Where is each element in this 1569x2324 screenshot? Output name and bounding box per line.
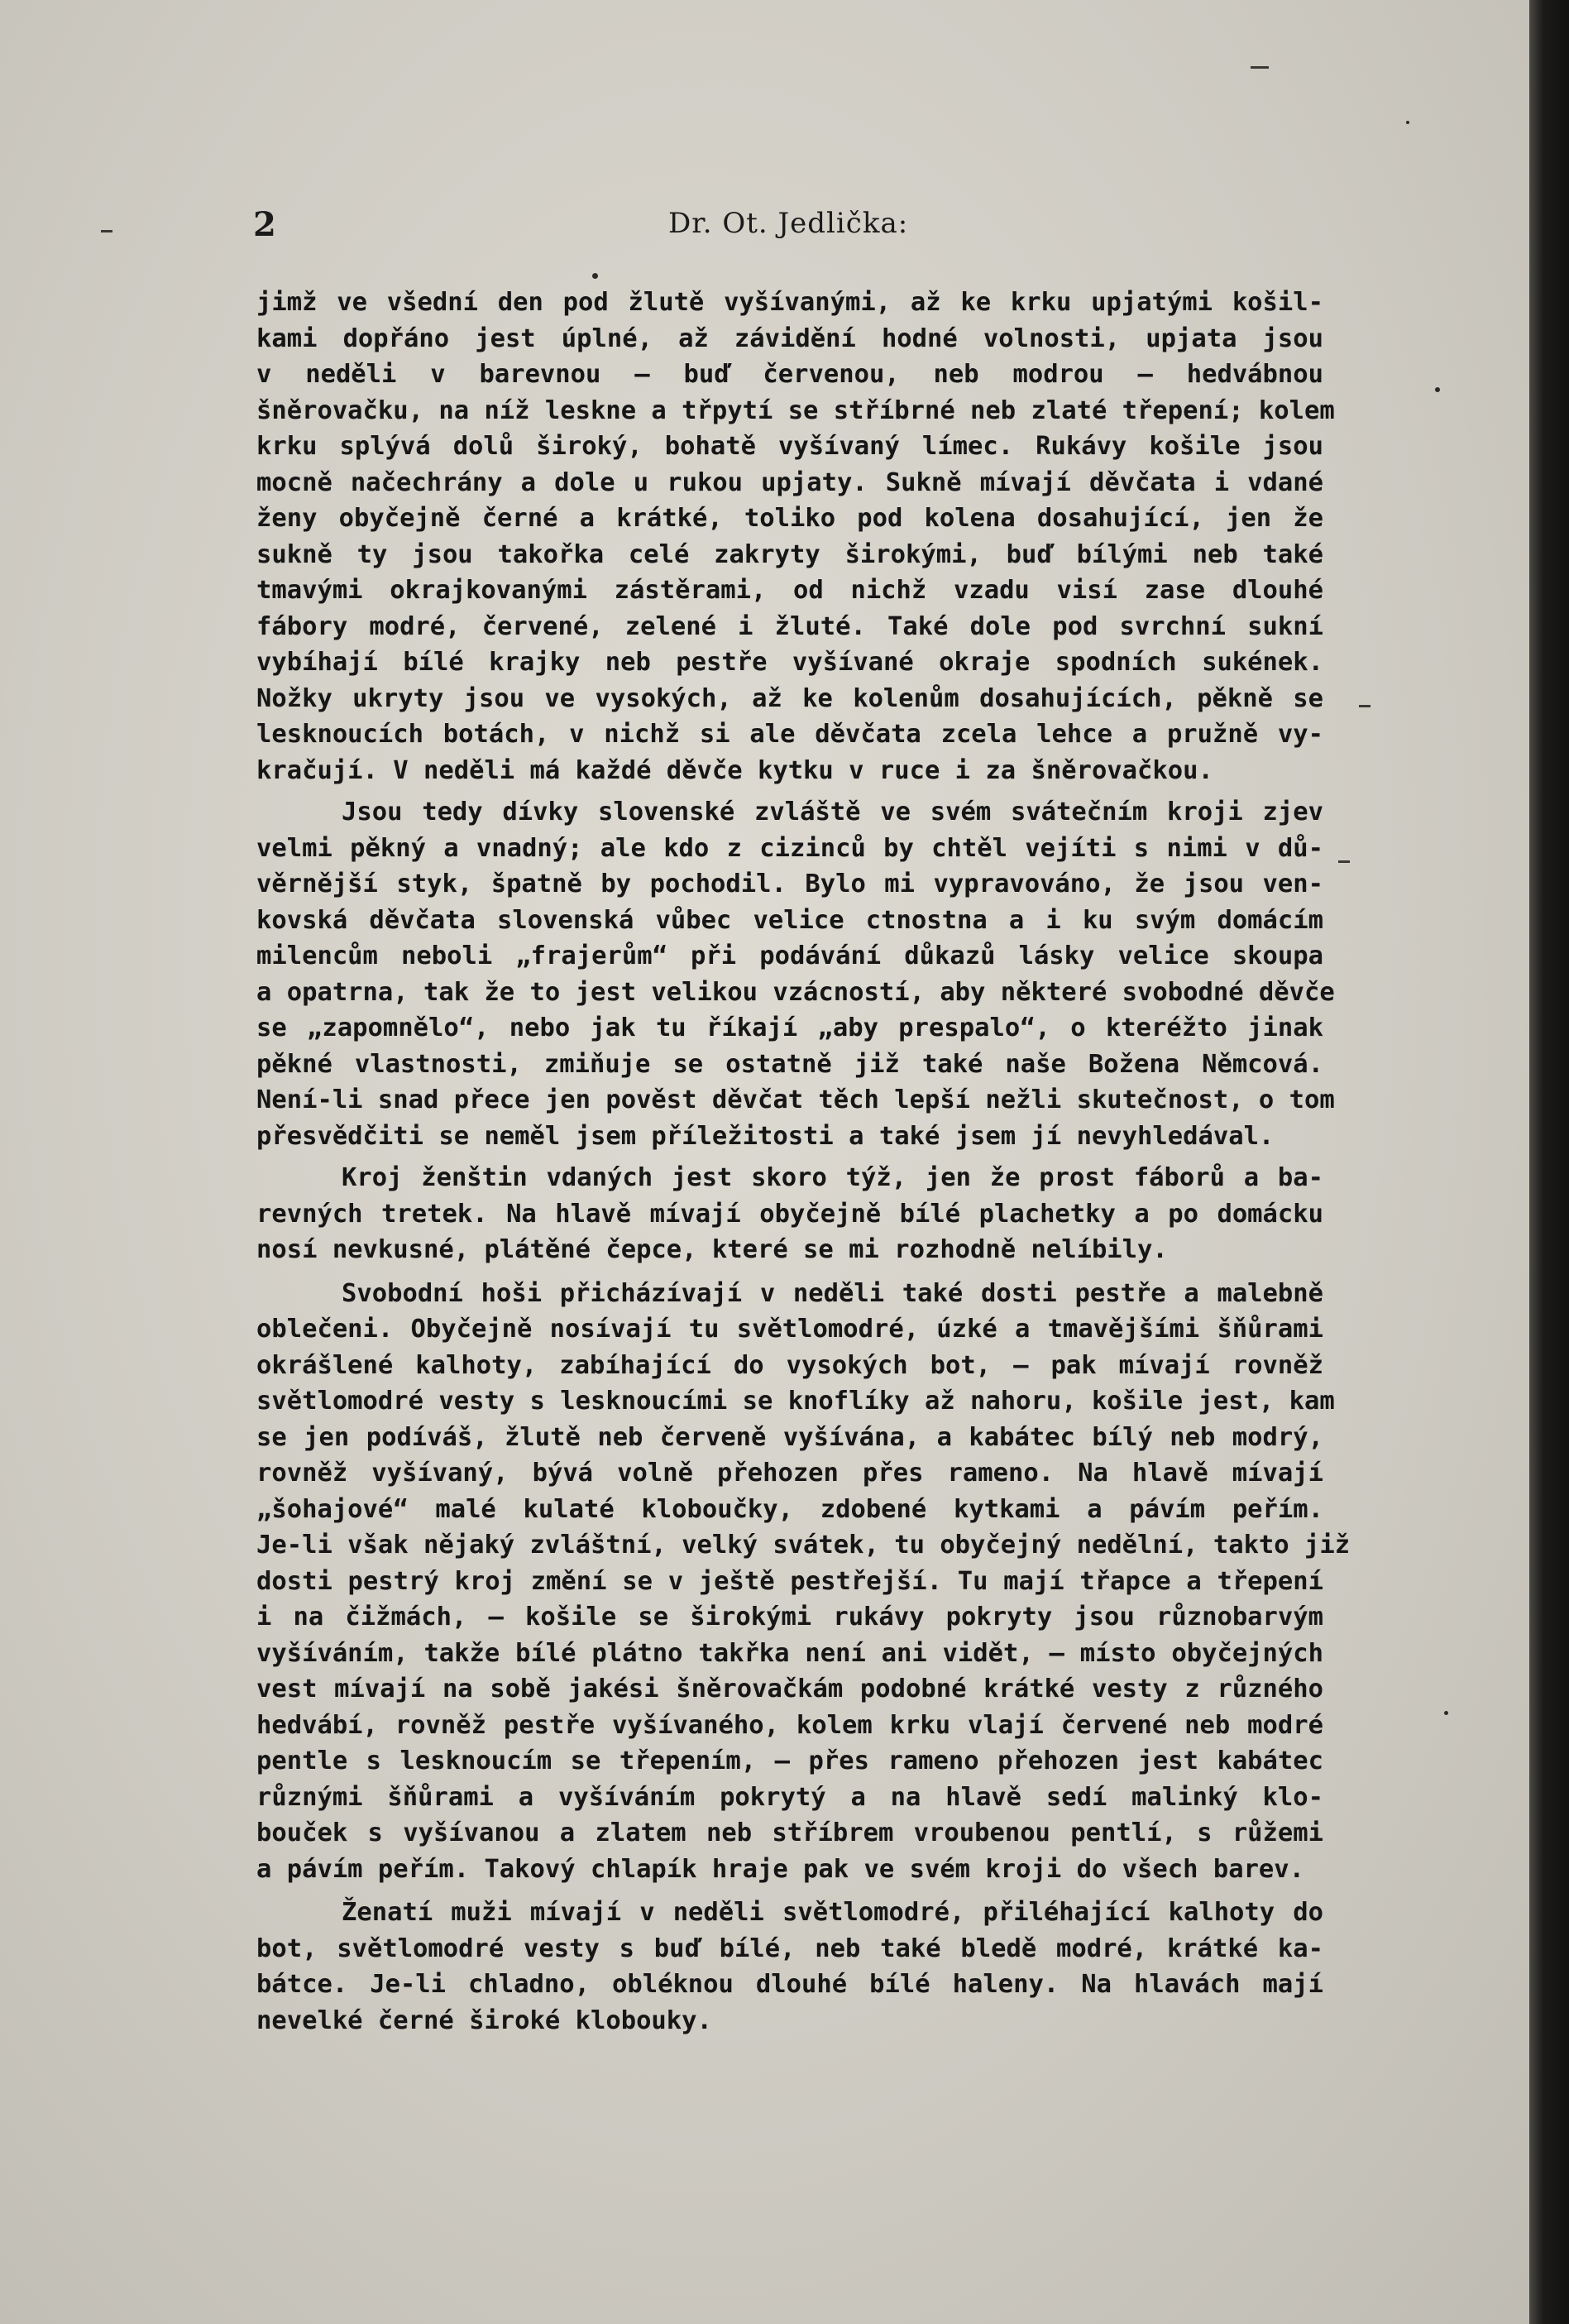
text-line: nosí nevkusné, plátěné čepce, které se mi rozhodně nelíbily. bbox=[256, 1235, 1168, 1264]
text-line: rovněž vyšívaný, bývá volně přehozen přes rameno. Na hlavě mívají bbox=[256, 1459, 1323, 1488]
text-line: světlomodré vesty s lesknoucími se knoflíky až nahoru, košile jest, kam bbox=[256, 1387, 1335, 1416]
text-line: „šohajové“ malé kulaté kloboučky, zdobené kytkami a pávím peřím. bbox=[256, 1494, 1323, 1524]
scan-mark bbox=[1359, 705, 1370, 707]
text-line: milencům neboli „frajerům“ při podávání důkazů lásky velice skoupa bbox=[256, 942, 1323, 970]
text-line: přesvědčiti se neměl jsem příležitosti a také jsem jí nevyhledával. bbox=[256, 1121, 1275, 1151]
text-line: kami dopřáno jest úplné, až závidění hodné volnosti, upjata jsou bbox=[256, 323, 1323, 353]
text-line: revných tretek. Na hlavě mívají obyčejně bílé plachetky a po domácku bbox=[256, 1199, 1323, 1229]
scan-speck bbox=[1435, 387, 1440, 392]
text-line: šněrovačku, na níž leskne a třpytí se stříbrné neb zlaté třepení; kolem bbox=[256, 395, 1335, 425]
text-line: dosti pestrý kroj změní se v ještě pestřejší. Tu mají třapce a třepení bbox=[256, 1566, 1323, 1596]
text-line: se jen podíváš, žlutě neb červeně vyšívána, a kabátec bílý neb modrý, bbox=[256, 1422, 1323, 1452]
page-header bbox=[253, 205, 1328, 248]
text-line: Ženatí muži mívají v neděli světlomodré, přiléhající kalhoty do bbox=[342, 1898, 1323, 1927]
scan-mark bbox=[1338, 860, 1350, 863]
text-line: Svobodní hoši přicházívají v neděli také dosti pestře a malebně bbox=[342, 1278, 1323, 1308]
paragraph bbox=[256, 1160, 1323, 1268]
text-line: Jsou tedy dívky slovenské zvláště ve svém svátečním kroji zjev bbox=[342, 798, 1323, 827]
text-line: v neděli v barevnou — buď červenou, neb modrou — hedvábnou bbox=[256, 360, 1323, 389]
text-line: lesknoucích botách, v nichž si ale děvčata zcela lehce a pružně vy- bbox=[256, 720, 1323, 749]
text-line: bouček s vyšívanou a zlatem neb stříbrem vroubenou pentlí, s růžemi bbox=[256, 1818, 1323, 1847]
text-line: a opatrna, tak že to jest velikou vzácností, aby některé svobodné děvče bbox=[256, 977, 1335, 1007]
text-line: velmi pěkný a vnadný; ale kdo z cizinců by chtěl vejíti s nimi v dů- bbox=[256, 833, 1323, 863]
text-line: různými šňůrami a vyšíváním pokrytý a na hlavě sedí malinký klo- bbox=[256, 1782, 1323, 1812]
text-line: sukně ty jsou takořka celé zakryty širokými, buď bílými neb také bbox=[256, 539, 1323, 569]
text-line: se „zapomnělo“, nebo jak tu říkají „aby prespalo“, o kteréžto jinak bbox=[256, 1013, 1323, 1042]
text-line: pěkné vlastnosti, zmiňuje se ostatně již také naše Božena Němcová. bbox=[256, 1049, 1323, 1079]
running-head: Dr. Ot. Jedlička: bbox=[668, 207, 909, 240]
text-line: kračují. V neděli má každé děvče kytku v ruce i za šněrovačkou. bbox=[256, 755, 1213, 785]
text-line: hedvábí, rovněž pestře vyšívaného, kolem krku vlají červené neb modré bbox=[256, 1710, 1323, 1740]
text-line: Není-li snad přece jen pověst děvčat těch lepší nežli skutečnost, o tom bbox=[256, 1085, 1335, 1114]
page-edge-shadow bbox=[1529, 0, 1569, 2324]
paragraph bbox=[256, 794, 1335, 1154]
scan-speck bbox=[1406, 121, 1409, 124]
text-line: kovská děvčata slovenská vůbec velice ctnostna a i ku svým domácím bbox=[256, 905, 1323, 935]
paragraph bbox=[256, 1276, 1351, 1888]
text-line: nevelké černé široké klobouky. bbox=[256, 2005, 712, 2035]
text-line: vyšíváním, takže bílé plátno takřka není ani vidět, — místo obyčejných bbox=[256, 1638, 1323, 1668]
text-line: tmavými okrajkovanými zástěrami, od nichž vzadu visí zase dlouhé bbox=[256, 576, 1323, 605]
text-line: okrášlené kalhoty, zabíhající do vysokých bot, — pak mívají rovněž bbox=[256, 1350, 1323, 1380]
text-line: oblečeni. Obyčejně nosívají tu světlomodré, úzké a tmavějšími šňůrami bbox=[256, 1315, 1323, 1344]
text-line: bátce. Je-li chladno, obléknou dlouhé bílé haleny. Na hlavách mají bbox=[256, 1970, 1323, 1999]
body-text bbox=[256, 285, 1351, 2039]
text-line: vybíhají bílé krajky neb pestře vyšívané okraje spodních sukének. bbox=[256, 648, 1323, 677]
paragraph bbox=[256, 285, 1335, 788]
text-line: Nožky ukryty jsou ve vysokých, až ke kolenům dosahujících, pěkně se bbox=[256, 683, 1323, 713]
text-line: i na čižmách, — košile se širokými rukávy pokryty jsou různobarvým bbox=[256, 1603, 1323, 1632]
scan-mark bbox=[1251, 66, 1269, 69]
text-line: jimž ve všední den pod žlutě vyšívanými, až ke krku upjatými košil- bbox=[256, 288, 1323, 317]
text-line: mocně načechrány a dole u rukou upjaty. Sukně mívají děvčata i vdané bbox=[256, 467, 1323, 497]
page-number: 2 bbox=[253, 205, 276, 244]
scan-speck bbox=[1444, 1711, 1448, 1715]
text-line: pentle s lesknoucím se třepením, — přes rameno přehozen jest kabátec bbox=[256, 1747, 1323, 1775]
text-line: a pávím peřím. Takový chlapík hraje pak ve svém kroji do všech barev. bbox=[256, 1854, 1305, 1884]
text-line: vest mívají na sobě jakési šněrovačkám podobné krátké vesty z různého bbox=[256, 1675, 1323, 1703]
scan-mark bbox=[101, 230, 112, 232]
scan-speck bbox=[592, 273, 598, 279]
text-line: ženy obyčejně černé a krátké, toliko pod kolena dosahující, jen že bbox=[256, 504, 1323, 533]
text-line: věrnější styk, špatně by pochodil. Bylo mi vypravováno, že jsou ven- bbox=[256, 870, 1323, 898]
text-line: krku splývá dolů široký, bohatě vyšívaný límec. Rukávy košile jsou bbox=[256, 432, 1323, 461]
text-line: Je-li však nějaký zvláštní, velký svátek, tu obyčejný nedělní, takto již bbox=[256, 1531, 1351, 1560]
text-line: Kroj ženštin vdaných jest skoro týž, jen že prost fáborů a ba- bbox=[342, 1163, 1323, 1192]
text-line: bot, světlomodré vesty s buď bílé, neb také bledě modré, krátké ka- bbox=[256, 1933, 1323, 1963]
text-line: fábory modré, červené, zelené i žluté. Také dole pod svrchní sukní bbox=[256, 611, 1323, 641]
paragraph bbox=[256, 1895, 1323, 2039]
